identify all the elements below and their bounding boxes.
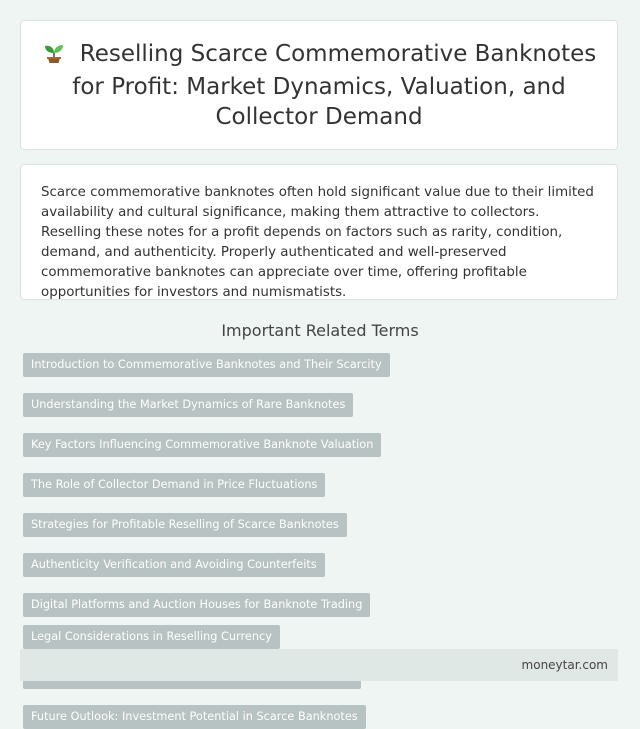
- term-tag[interactable]: Key Factors Influencing Commemorative Banknote Valuation: [23, 433, 381, 457]
- terms-heading: Important Related Terms: [221, 321, 419, 340]
- sprout-icon: [42, 40, 66, 72]
- term-tag[interactable]: Understanding the Market Dynamics of Rare Banknotes: [23, 393, 353, 417]
- page-title-text: Reselling Scarce Commemorative Banknotes for Profit: Market Dynamics, Valuation, and Collector Demand: [72, 40, 597, 130]
- term-tag[interactable]: Legal Considerations in Reselling Currency: [23, 625, 280, 649]
- term-tag[interactable]: Strategies for Profitable Reselling of Scarce Banknotes: [23, 513, 347, 537]
- term-tag[interactable]: Introduction to Commemorative Banknotes and Their Scarcity: [23, 353, 390, 377]
- footer: [20, 649, 618, 681]
- term-tag[interactable]: Digital Platforms and Auction Houses for Banknote Trading: [23, 593, 370, 617]
- intro-paragraph: Scarce commemorative banknotes often hold significant value due to their limited availability and cultural significance, making them attractive to collectors. Reselling these notes for a profit depends on factors such as rarity, condition, demand, and authenticity. Properly authenticated and well-preserved commemorative banknotes can appreciate over time, offering profitable opportunities for investors and numismatists.: [41, 185, 594, 300]
- page-title: [21, 39, 617, 132]
- footer-site-link[interactable]: moneytar.com: [521, 658, 608, 672]
- intro-card: [20, 164, 618, 300]
- term-tag[interactable]: Future Outlook: Investment Potential in Scarce Banknotes: [23, 705, 366, 729]
- term-tag[interactable]: The Role of Collector Demand in Price Fluctuations: [23, 473, 325, 497]
- term-tag[interactable]: Authenticity Verification and Avoiding Counterfeits: [23, 553, 325, 577]
- title-card: [20, 20, 618, 150]
